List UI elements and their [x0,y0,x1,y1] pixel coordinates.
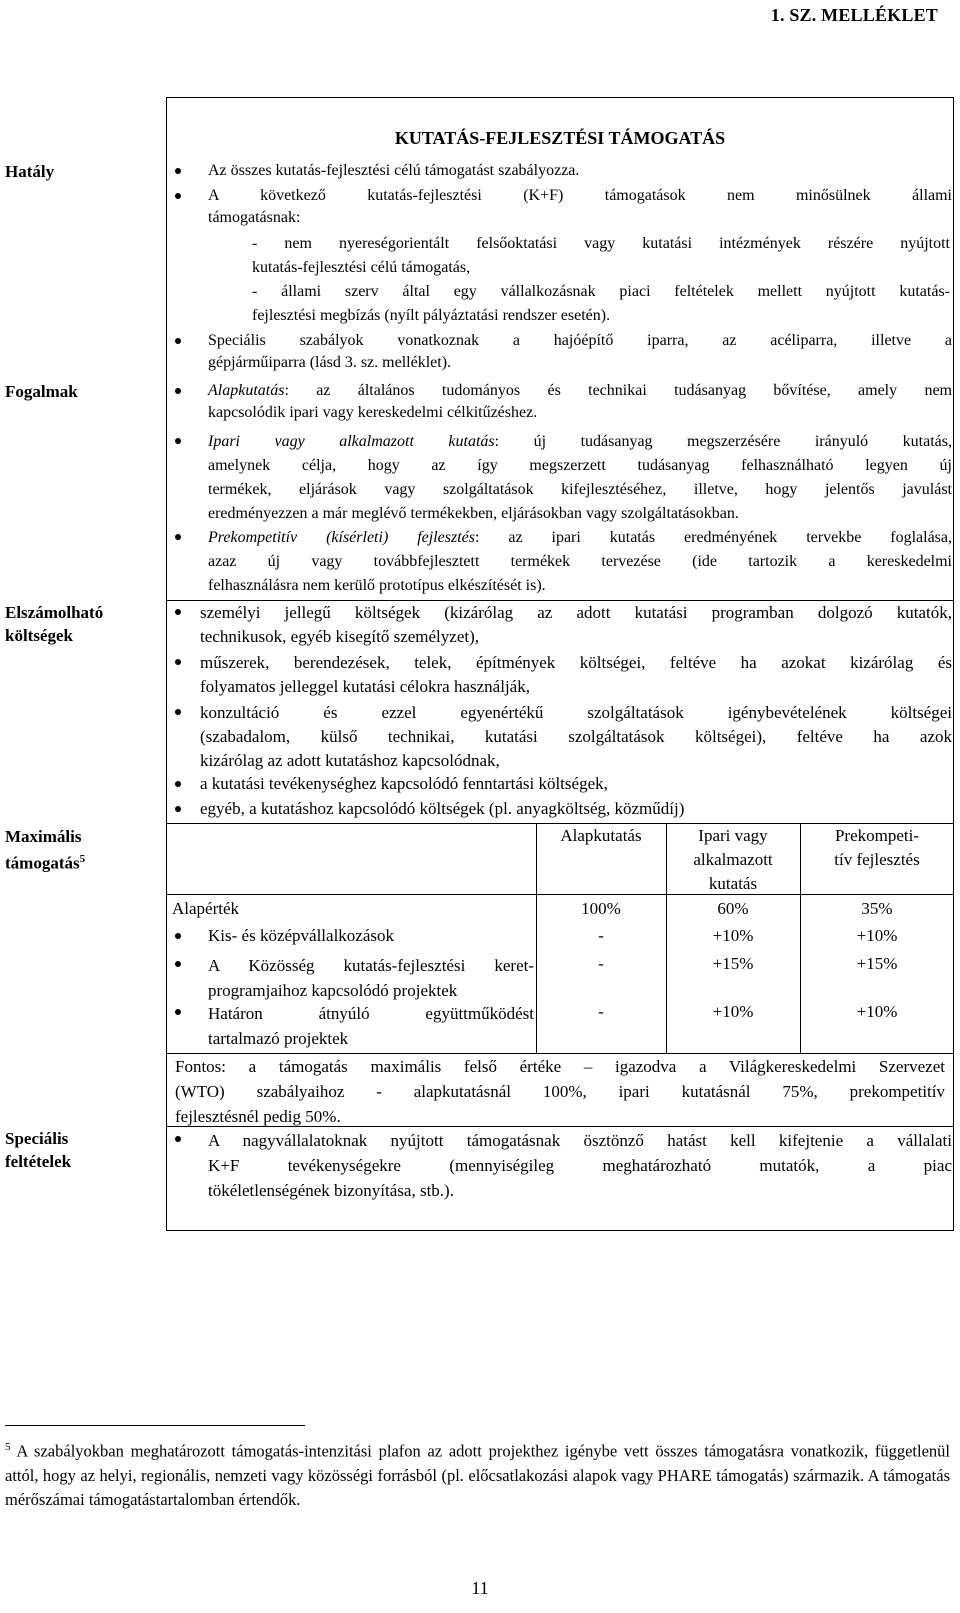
col-header-ipari-l1: Ipari vagy [698,826,768,845]
annex-header: 1. SZ. MELLÉKLET [770,5,938,25]
bullet-icon [175,438,181,444]
bullet-icon [175,388,181,394]
label-elszamolhato-l1: Elszámolható [5,603,104,622]
label-fogalmak: Fogalmak [5,382,78,401]
koltseg-2-l1: műszerek, berendezések, telek, építmények költségei, feltéve ha azokat kizárólag és [200,653,952,672]
label-specialis [5,1127,155,1173]
table-header-rule [166,894,954,895]
table-cell: +15% [712,954,754,973]
label-maximalis-l2 [5,848,155,875]
fogalom-3-text [208,526,952,598]
table-cell: +10% [712,1002,754,1021]
table-cell: 60% [717,899,749,918]
koltseg-1-text [200,601,952,649]
fogalom-1-l2: kapcsolódik ipari vagy kereskedelmi célkitűzéshez. [208,404,538,421]
fogalom-3-l2: azaz új vagy továbbfejlesztett termékek tervezése (ide tartozik a kereskedelmi [208,553,952,570]
separator [166,1126,954,1127]
label-maximalis-text: támogatás [5,853,80,873]
fogalom-2-l2: amelynek célja, hogy az így megszerzett tudásanyag felhasználható legyen új [208,457,952,474]
row-label-hataron-l2: tartalmazó projektek [208,1029,349,1048]
hataly-b2-text [208,185,952,229]
label-maximalis-l1: Maximális [5,827,82,846]
koltseg-3-l1: konzultáció és ezzel egyenértékű szolgáltatások igénybevételének költségei [200,703,952,722]
table-cell: 100% [581,899,621,918]
footnote-text: A szabályokban meghatározott támogatás-intenzitási plafon az adott projekthez igénybe vett összes támogatásra vonatkozik, függetlenül attól, hogy az helyi, regionális, nemzeti vagy közösségi forrásból (pl. előcsatlakozási alapok vagy PHARE támogatás) származik. A támogatás mérőszámai támogatástartalomban értendők. [5,1441,950,1509]
bullet-icon [175,933,181,939]
koltseg-3-l2: (szabadalom, külső technikai, kutatási szolgáltatások költségei), feltéve ha azok [200,727,952,746]
specialis-text [208,1128,952,1203]
col-header-prekompetitiv [800,824,954,872]
box-title: KUTATÁS-FEJLESZTÉSI TÁMOGATÁS [394,128,726,148]
bullet-icon [175,961,181,967]
koltseg-4-text: a kutatási tevékenységhez kapcsolódó fenntartási költségek, [200,774,608,793]
table-cell: 35% [861,899,893,918]
row-label-alapertek: Alapérték [172,899,240,918]
footnote-ref: 5 [79,853,86,865]
specialis-l2: K+F tevékenységekre (mennyiségileg meghatározható mutatók, a piac [208,1156,952,1175]
table-cell: +15% [856,954,898,973]
table-cell: - [598,954,604,973]
label-specialis-l1: Speciális [5,1129,69,1148]
table-cell: +10% [856,926,898,945]
row-label-kozosseg [208,953,534,1003]
bullet-icon [175,168,181,174]
koltseg-3-text [200,701,952,773]
table-cell: - [598,1002,604,1021]
hataly-b3-l1: Speciális szabályok vonatkoznak a hajóépítő iparra, az acéliparra, illetve a [208,332,952,349]
wto-note-l2: (WTO) szabályaihoz - alapkutatásnál 100%, ipari kutatásnál 75%, prekompetitív [175,1082,945,1101]
term-ipari-kutatas: Ipari vagy alkalmazott kutatás [208,433,495,450]
label-hataly: Hatály [5,162,55,181]
page-number: 11 [471,1578,489,1598]
table-cell: +10% [856,1002,898,1021]
koltseg-1-l2: technikusok, egyéb kisegítő személyzet), [200,627,479,646]
bullet-icon [175,609,181,615]
bullet-icon [175,806,181,812]
specialis-l1: A nagyvállalatoknak nyújtott támogatásnak ösztönző hatást kell kifejtenie a vállalati [208,1131,952,1150]
col-header-ipari-l3: kutatás [708,874,758,893]
hataly-b2-l1: A következő kutatás-fejlesztési (K+F) támogatások nem minősülnek állami [208,187,952,204]
hataly-sub2-l1: - állami szerv által egy vállalkozásnak piaci feltételek mellett nyújtott kutatás- [252,283,950,300]
koltseg-3-l3: kizárólag az adott kutatáshoz kapcsolódnak, [200,751,500,770]
row-label-hataron [208,1001,534,1051]
bullet-icon [175,534,181,540]
koltseg-1-l1: személyi jellegű költségek (kizárólag az adott kutatási programban dolgozó kutatók, [200,603,952,622]
row-label-kkv: Kis- és középvállalkozások [208,926,394,945]
fogalom-1-l1: : az általános tudományos és technikai tudásanyag bővítése, amely nem [284,382,952,399]
bullet-icon [175,193,181,199]
row-label-kozosseg-l1: A Közösség kutatás-fejlesztési keret- [208,956,534,975]
col-header-ipari [666,824,800,896]
table-cell: - [598,926,604,945]
fogalom-2-l4: eredményezzen a már meglévő termékekben, eljárásokban vagy szolgáltatásokban. [208,505,739,522]
fogalom-3-l1: : az ipari kutatás eredményének tervekbe foglalása, [474,529,952,546]
wto-note [175,1054,945,1129]
fogalom-2-text [208,430,952,526]
label-maximalis [5,825,155,875]
bullet-icon [175,338,181,344]
hataly-sub1-l2: kutatás-fejlesztési célú támogatás, [252,259,471,276]
label-specialis-l2: feltételek [5,1152,72,1171]
hataly-b1-text: Az összes kutatás-fejlesztési célú támogatást szabályozza. [208,162,580,179]
koltseg-2-text [200,651,952,699]
koltseg-2-l2: folyamatos jelleggel kutatási célokra használják, [200,677,530,696]
row-label-hataron-l1: Határon átnyúló együttműködést [208,1004,534,1023]
hataly-sub2-l2: fejlesztési megbízás (nyílt pályáztatási rendszer esetén). [252,307,611,324]
bullet-icon [175,659,181,665]
col-header-ipari-l2: alkalmazott [693,850,773,869]
fogalom-2-l1: : új tudásanyag megszerzésére irányuló kutatás, [494,433,952,450]
footnote-rule [5,1425,305,1426]
bullet-icon [175,781,181,787]
fogalom-1-text [208,380,952,424]
fogalom-3-l3: felhasználásra nem kerülő prototípus elkészítését is). [208,577,546,594]
term-prekompetitiv: Prekompetitív (kísérleti) fejlesztés [208,529,475,546]
wto-note-l3: fejlesztésnél pedig 50%. [175,1107,341,1126]
table-cell: +10% [712,926,754,945]
bullet-icon [175,709,181,715]
wto-note-l1: Fontos: a támogatás maximális felső értéke – igazodva a Világkereskedelmi Szervezet [175,1057,945,1076]
row-label-kozosseg-l2: programjaihoz kapcsolódó projektek [208,981,458,1000]
term-alapkutatas: Alapkutatás [208,382,285,399]
label-elszamolhato [5,601,155,647]
koltseg-5-text: egyéb, a kutatáshoz kapcsolódó költségek (pl. anyagköltség, közműdíj) [200,799,685,818]
footnote-number: 5 [5,1441,11,1453]
specialis-l3: tökéletlenségének bizonyítása, stb.). [208,1181,454,1200]
col-header-prek-l1: Prekompeti- [834,826,920,845]
footnote [5,1435,950,1512]
label-elszamolhato-l2: költségek [5,626,73,645]
bullet-icon [175,1009,181,1015]
hataly-b3-text [208,330,952,374]
hataly-b3-l2: gépjárműiparra (lásd 3. sz. melléklet). [208,354,452,371]
col-header-prek-l2: tív fejlesztés [834,850,920,869]
bullet-icon [175,1136,181,1142]
hataly-sub1-l1: - nem nyereségorientált felsőoktatási vagy kutatási intézmények részére nyújtott [252,235,950,252]
hataly-b2-l2: támogatásnak: [208,209,301,226]
col-header-alapkutatas: Alapkutatás [560,826,642,845]
fogalom-2-l3: termékek, eljárások vagy szolgáltatások kifejlesztéséhez, illetve, hogy jelentős javulást [208,481,952,498]
